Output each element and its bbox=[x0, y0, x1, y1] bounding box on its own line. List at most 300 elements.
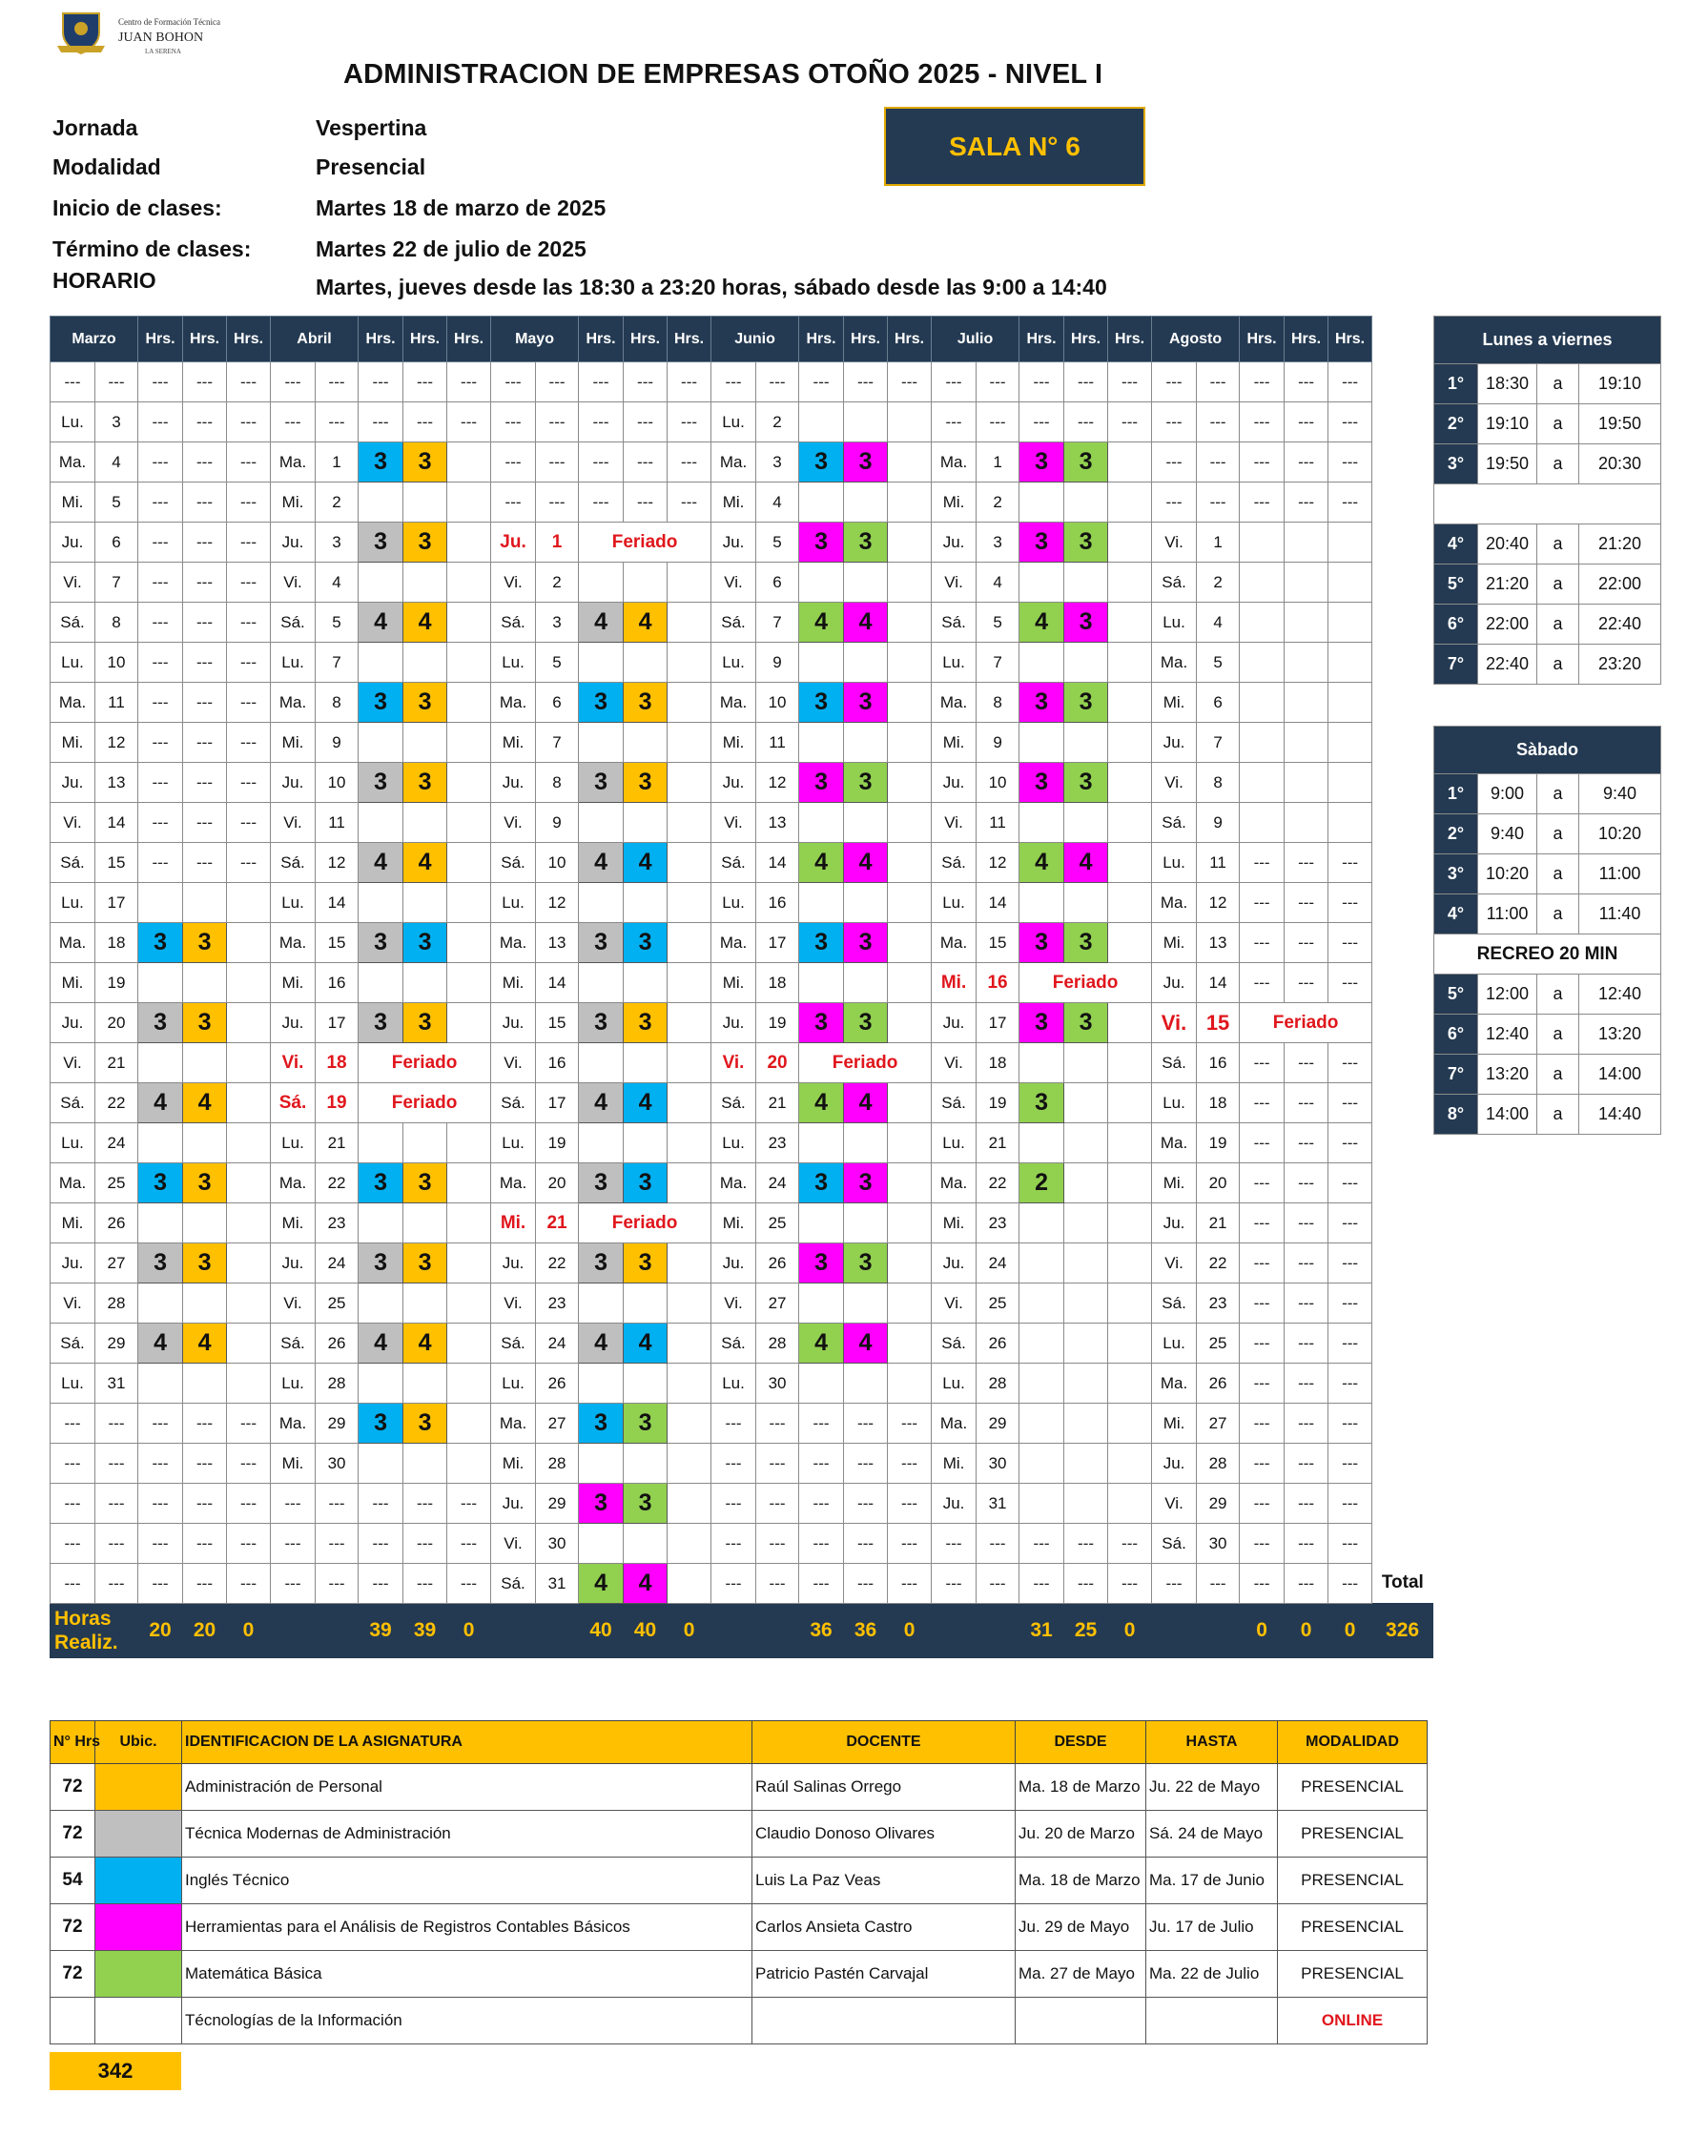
weekday-cell-junio: Ma. bbox=[711, 683, 756, 723]
hours-cell-junio bbox=[888, 1123, 932, 1163]
hours-cell-marzo bbox=[138, 963, 183, 1003]
hours-cell-abril bbox=[447, 1283, 491, 1324]
subject-row bbox=[51, 1858, 1428, 1904]
calendar-row bbox=[51, 963, 1433, 1003]
date-cell-mayo: 7 bbox=[536, 723, 579, 763]
hours-cell-julio: 3 bbox=[1019, 763, 1064, 803]
hours-cell-marzo: 4 bbox=[183, 1324, 227, 1364]
totals-spacer bbox=[491, 1604, 579, 1658]
weekday-cell-abril: Lu. bbox=[271, 883, 316, 923]
hours-cell-agosto: --- bbox=[1240, 1564, 1285, 1604]
hours-cell-abril: --- bbox=[403, 1484, 447, 1524]
date-cell-junio: --- bbox=[756, 1524, 799, 1564]
period-start: 13:20 bbox=[1478, 1055, 1537, 1095]
period-separator: a bbox=[1537, 524, 1579, 565]
weekday-cell-abril: Lu. bbox=[271, 1123, 316, 1163]
weekday-cell-agosto: Ma. bbox=[1152, 1364, 1197, 1404]
date-cell-agosto: 29 bbox=[1197, 1484, 1240, 1524]
weekday-cell-julio: Ma. bbox=[932, 442, 977, 483]
schedule-row bbox=[1434, 645, 1661, 685]
weekday-cell-junio: --- bbox=[711, 1524, 756, 1564]
hours-cell-marzo: --- bbox=[183, 643, 227, 683]
period-end: 14:00 bbox=[1579, 1055, 1661, 1095]
period-number: 4° bbox=[1434, 894, 1478, 934]
weekday-cell-abril: --- bbox=[271, 362, 316, 402]
hours-cell-marzo bbox=[138, 1203, 183, 1243]
subject-from: Ju. 29 de Mayo bbox=[1016, 1904, 1146, 1951]
hours-cell-junio bbox=[888, 843, 932, 883]
hours-cell-junio bbox=[888, 1364, 932, 1404]
hours-cell-marzo bbox=[138, 1283, 183, 1324]
subject-hours: 72 bbox=[51, 1951, 95, 1998]
period-end: 11:00 bbox=[1579, 854, 1661, 894]
date-cell-junio: 18 bbox=[756, 963, 799, 1003]
weekday-cell-julio: --- bbox=[932, 362, 977, 402]
date-cell-julio: 22 bbox=[977, 1163, 1019, 1203]
hours-cell-julio bbox=[1019, 1484, 1064, 1524]
date-cell-marzo: 15 bbox=[95, 843, 138, 883]
period-separator: a bbox=[1537, 1055, 1579, 1095]
period-number: 1° bbox=[1434, 364, 1478, 404]
hours-cell-abril: 3 bbox=[403, 923, 447, 963]
hours-cell-abril: 3 bbox=[403, 442, 447, 483]
weekday-cell-mayo: Ju. bbox=[491, 1484, 536, 1524]
date-cell-julio: 29 bbox=[977, 1404, 1019, 1444]
weekday-schedule bbox=[1433, 316, 1661, 685]
date-cell-mayo: 21 bbox=[536, 1203, 579, 1243]
hours-cell-marzo: --- bbox=[138, 402, 183, 442]
row-tail bbox=[1372, 362, 1433, 402]
hours-cell-marzo: --- bbox=[183, 1444, 227, 1484]
hours-cell-agosto: --- bbox=[1328, 442, 1372, 483]
hours-cell-mayo: --- bbox=[579, 402, 624, 442]
period-end: 20:30 bbox=[1579, 444, 1661, 484]
hours-cell-agosto: --- bbox=[1285, 1444, 1328, 1484]
hours-cell-junio bbox=[888, 683, 932, 723]
hours-cell-junio: --- bbox=[799, 1484, 844, 1524]
period-separator: a bbox=[1537, 444, 1579, 484]
hours-cell-marzo: --- bbox=[227, 442, 271, 483]
period-end: 23:20 bbox=[1579, 645, 1661, 685]
hours-cell-agosto: --- bbox=[1328, 1324, 1372, 1364]
hours-cell-mayo bbox=[668, 1364, 711, 1404]
hours-cell-junio bbox=[799, 643, 844, 683]
weekday-cell-abril: Sá. bbox=[271, 603, 316, 643]
subjects-header-hasta: HASTA bbox=[1146, 1721, 1278, 1764]
subject-modality: PRESENCIAL bbox=[1278, 1811, 1428, 1858]
hours-cell-mayo bbox=[579, 1043, 624, 1083]
hours-cell-abril: Feriado bbox=[359, 1043, 491, 1083]
weekday-cell-mayo: Vi. bbox=[491, 1283, 536, 1324]
weekday-cell-julio: Ju. bbox=[932, 763, 977, 803]
subject-from: Ma. 18 de Marzo bbox=[1016, 1764, 1146, 1811]
period-end: 12:40 bbox=[1579, 975, 1661, 1015]
row-tail bbox=[1372, 1083, 1433, 1123]
hours-cell-junio bbox=[888, 1163, 932, 1203]
schedule-row bbox=[1434, 1095, 1661, 1135]
date-cell-marzo: 11 bbox=[95, 683, 138, 723]
date-cell-julio: 26 bbox=[977, 1324, 1019, 1364]
date-cell-julio: 19 bbox=[977, 1083, 1019, 1123]
row-tail bbox=[1372, 963, 1433, 1003]
hours-cell-junio bbox=[844, 643, 888, 683]
period-separator: a bbox=[1537, 404, 1579, 444]
subject-modality: PRESENCIAL bbox=[1278, 1904, 1428, 1951]
date-cell-mayo: 13 bbox=[536, 923, 579, 963]
hours-cell-mayo: 4 bbox=[579, 1083, 624, 1123]
hours-cell-mayo bbox=[668, 603, 711, 643]
header-spacer bbox=[1372, 317, 1433, 362]
weekday-cell-agosto: Lu. bbox=[1152, 1083, 1197, 1123]
hrs-header: Hrs. bbox=[1328, 317, 1372, 362]
calendar-row bbox=[51, 1003, 1433, 1043]
subjects-header-desde: DESDE bbox=[1016, 1721, 1146, 1764]
weekday-cell-marzo: Lu. bbox=[51, 883, 95, 923]
row-tail bbox=[1372, 723, 1433, 763]
info-label-jornada: Jornada bbox=[52, 115, 138, 140]
info-label-inicio: Inicio de clases: bbox=[52, 195, 222, 220]
calendar-row bbox=[51, 1083, 1433, 1123]
hours-cell-agosto bbox=[1328, 563, 1372, 603]
hours-cell-julio bbox=[1108, 803, 1152, 843]
hours-cell-julio bbox=[1064, 1083, 1108, 1123]
weekday-cell-marzo: --- bbox=[51, 362, 95, 402]
hours-cell-mayo bbox=[624, 963, 668, 1003]
row-tail bbox=[1372, 763, 1433, 803]
schedule-row bbox=[1434, 894, 1661, 934]
month-header-abril: Abril bbox=[271, 317, 359, 362]
date-cell-marzo: 7 bbox=[95, 563, 138, 603]
hours-cell-junio: 3 bbox=[799, 763, 844, 803]
date-cell-julio: 9 bbox=[977, 723, 1019, 763]
hours-cell-abril bbox=[447, 843, 491, 883]
hours-cell-mayo: 3 bbox=[579, 1163, 624, 1203]
date-cell-mayo: 23 bbox=[536, 1283, 579, 1324]
hours-cell-marzo bbox=[227, 1043, 271, 1083]
date-cell-mayo: 17 bbox=[536, 1083, 579, 1123]
hours-cell-agosto: --- bbox=[1240, 1203, 1285, 1243]
hours-cell-abril: 3 bbox=[359, 442, 403, 483]
period-number: 7° bbox=[1434, 645, 1478, 685]
hours-cell-julio bbox=[1108, 1203, 1152, 1243]
hours-cell-marzo: --- bbox=[138, 643, 183, 683]
hours-cell-marzo: --- bbox=[227, 1524, 271, 1564]
hours-cell-agosto: --- bbox=[1240, 1123, 1285, 1163]
schedule-row bbox=[1434, 975, 1661, 1015]
hrs-header: Hrs. bbox=[138, 317, 183, 362]
subject-to: Sá. 24 de Mayo bbox=[1146, 1811, 1278, 1858]
hours-cell-mayo bbox=[624, 803, 668, 843]
hours-cell-abril: Feriado bbox=[359, 1083, 491, 1123]
date-cell-abril: 15 bbox=[316, 923, 359, 963]
weekday-cell-mayo: --- bbox=[491, 483, 536, 523]
weekday-cell-julio: Vi. bbox=[932, 563, 977, 603]
hours-cell-marzo: 3 bbox=[138, 1163, 183, 1203]
subjects-header-asignatura: IDENTIFICACION DE LA ASIGNATURA bbox=[182, 1721, 752, 1764]
calendar-row bbox=[51, 1283, 1433, 1324]
break-gap bbox=[1434, 484, 1661, 524]
date-cell-junio: --- bbox=[756, 1484, 799, 1524]
hours-cell-julio bbox=[1019, 723, 1064, 763]
weekday-cell-julio: Ma. bbox=[932, 923, 977, 963]
date-cell-marzo: 29 bbox=[95, 1324, 138, 1364]
hours-cell-agosto: --- bbox=[1240, 1283, 1285, 1324]
hours-cell-abril: 3 bbox=[403, 683, 447, 723]
hours-cell-junio: --- bbox=[799, 1524, 844, 1564]
hrs-header: Hrs. bbox=[1108, 317, 1152, 362]
weekday-cell-junio: Mi. bbox=[711, 483, 756, 523]
subject-modality: PRESENCIAL bbox=[1278, 1951, 1428, 1998]
hours-cell-julio: --- bbox=[1108, 1564, 1152, 1604]
total-label: Total bbox=[1381, 1572, 1424, 1593]
hours-cell-marzo: --- bbox=[227, 843, 271, 883]
weekday-cell-junio: Vi. bbox=[711, 1283, 756, 1324]
hours-cell-marzo: --- bbox=[138, 683, 183, 723]
hours-cell-marzo bbox=[183, 963, 227, 1003]
hours-cell-marzo bbox=[227, 1003, 271, 1043]
weekday-cell-julio: Ma. bbox=[932, 1404, 977, 1444]
subject-row bbox=[51, 1904, 1428, 1951]
weekday-cell-junio: Sá. bbox=[711, 603, 756, 643]
hours-cell-junio bbox=[799, 483, 844, 523]
row-tail bbox=[1372, 402, 1433, 442]
date-cell-julio: 24 bbox=[977, 1243, 1019, 1283]
hours-cell-abril bbox=[403, 883, 447, 923]
hours-cell-marzo: --- bbox=[227, 723, 271, 763]
hours-cell-abril: --- bbox=[359, 1484, 403, 1524]
subject-hours: 54 bbox=[51, 1858, 95, 1904]
month-hours-total: 0 bbox=[1240, 1604, 1285, 1658]
weekday-cell-mayo: Vi. bbox=[491, 1524, 536, 1564]
period-start: 21:20 bbox=[1478, 565, 1537, 605]
weekday-cell-julio: Ju. bbox=[932, 1484, 977, 1524]
hours-cell-marzo: --- bbox=[183, 402, 227, 442]
date-cell-julio: 4 bbox=[977, 563, 1019, 603]
hours-cell-junio: 3 bbox=[844, 1163, 888, 1203]
row-tail bbox=[1372, 1043, 1433, 1083]
hours-cell-agosto: --- bbox=[1285, 402, 1328, 442]
period-start: 19:10 bbox=[1478, 404, 1537, 444]
hours-cell-junio: --- bbox=[888, 1484, 932, 1524]
hours-cell-junio: 4 bbox=[844, 843, 888, 883]
hours-cell-agosto: --- bbox=[1240, 402, 1285, 442]
date-cell-junio: 21 bbox=[756, 1083, 799, 1123]
hours-cell-junio bbox=[888, 923, 932, 963]
date-cell-agosto: 30 bbox=[1197, 1524, 1240, 1564]
hours-cell-junio bbox=[888, 963, 932, 1003]
weekday-cell-mayo: Vi. bbox=[491, 803, 536, 843]
institution-logo bbox=[50, 6, 221, 61]
hours-cell-mayo bbox=[668, 1123, 711, 1163]
hours-cell-julio bbox=[1108, 1324, 1152, 1364]
hours-cell-abril: 3 bbox=[359, 1003, 403, 1043]
date-cell-abril: 8 bbox=[316, 683, 359, 723]
weekday-cell-abril: Mi. bbox=[271, 483, 316, 523]
date-cell-junio: 16 bbox=[756, 883, 799, 923]
hours-cell-abril: --- bbox=[403, 1524, 447, 1564]
weekday-cell-junio: --- bbox=[711, 362, 756, 402]
hours-cell-marzo bbox=[138, 1043, 183, 1083]
hours-cell-junio bbox=[888, 523, 932, 563]
date-cell-marzo: 19 bbox=[95, 963, 138, 1003]
hours-cell-mayo bbox=[624, 1364, 668, 1404]
hours-cell-junio bbox=[844, 563, 888, 603]
date-cell-agosto: 8 bbox=[1197, 763, 1240, 803]
weekday-cell-agosto: Mi. bbox=[1152, 1404, 1197, 1444]
month-header-junio: Junio bbox=[711, 317, 799, 362]
hours-cell-junio bbox=[888, 1243, 932, 1283]
date-cell-julio: 30 bbox=[977, 1444, 1019, 1484]
date-cell-agosto: 23 bbox=[1197, 1283, 1240, 1324]
date-cell-junio: 6 bbox=[756, 563, 799, 603]
row-tail bbox=[1372, 1163, 1433, 1203]
date-cell-marzo: 26 bbox=[95, 1203, 138, 1243]
hours-cell-agosto: Feriado bbox=[1240, 1003, 1372, 1043]
date-cell-abril: 11 bbox=[316, 803, 359, 843]
date-cell-julio: --- bbox=[977, 402, 1019, 442]
hours-cell-agosto: --- bbox=[1285, 1123, 1328, 1163]
subject-name: Matemática Básica bbox=[182, 1951, 752, 1998]
date-cell-mayo: 12 bbox=[536, 883, 579, 923]
month-hours-total: 0 bbox=[227, 1604, 271, 1658]
hours-cell-marzo bbox=[138, 883, 183, 923]
calendar-row bbox=[51, 1203, 1433, 1243]
hours-cell-julio bbox=[1064, 1123, 1108, 1163]
calendar-row bbox=[51, 1163, 1433, 1203]
hours-cell-agosto: --- bbox=[1285, 1283, 1328, 1324]
hours-cell-abril bbox=[447, 1404, 491, 1444]
hours-cell-abril bbox=[403, 1444, 447, 1484]
hours-cell-mayo bbox=[668, 1163, 711, 1203]
hours-cell-agosto bbox=[1328, 723, 1372, 763]
hours-cell-julio: 3 bbox=[1019, 1083, 1064, 1123]
hours-cell-agosto: --- bbox=[1240, 1083, 1285, 1123]
weekday-cell-agosto: Ma. bbox=[1152, 883, 1197, 923]
period-number: 1° bbox=[1434, 774, 1478, 814]
schedule-row bbox=[1434, 444, 1661, 484]
hours-cell-marzo bbox=[183, 883, 227, 923]
weekday-cell-abril: --- bbox=[271, 402, 316, 442]
hours-cell-mayo: --- bbox=[668, 442, 711, 483]
subjects-header-ubic: Ubic. bbox=[95, 1721, 182, 1764]
period-number: 3° bbox=[1434, 444, 1478, 484]
hours-cell-junio: --- bbox=[888, 362, 932, 402]
hours-cell-julio bbox=[1019, 803, 1064, 843]
weekday-cell-abril: --- bbox=[271, 1524, 316, 1564]
date-cell-junio: 7 bbox=[756, 603, 799, 643]
hours-cell-mayo: 3 bbox=[579, 1243, 624, 1283]
logo-line-1: Centro de Formación Técnica bbox=[118, 17, 221, 27]
month-hours-total: 0 bbox=[1285, 1604, 1328, 1658]
hours-cell-marzo: 3 bbox=[138, 1243, 183, 1283]
hours-cell-abril bbox=[403, 723, 447, 763]
weekday-cell-agosto: Sá. bbox=[1152, 1524, 1197, 1564]
period-separator: a bbox=[1537, 364, 1579, 404]
hours-cell-marzo: 4 bbox=[138, 1324, 183, 1364]
hrs-header: Hrs. bbox=[844, 317, 888, 362]
date-cell-marzo: --- bbox=[95, 362, 138, 402]
info-value-horario: Martes, jueves desde las 18:30 a 23:20 horas, sábado desde las 9:00 a 14:40 bbox=[316, 275, 1107, 299]
hours-cell-abril bbox=[447, 803, 491, 843]
hours-cell-julio bbox=[1019, 1364, 1064, 1404]
date-cell-julio: --- bbox=[977, 1524, 1019, 1564]
date-cell-agosto: 27 bbox=[1197, 1404, 1240, 1444]
date-cell-junio: 23 bbox=[756, 1123, 799, 1163]
hours-cell-marzo: --- bbox=[227, 1404, 271, 1444]
date-cell-abril: 29 bbox=[316, 1404, 359, 1444]
hours-cell-marzo: --- bbox=[138, 603, 183, 643]
weekday-cell-mayo: Ju. bbox=[491, 523, 536, 563]
hours-cell-mayo: --- bbox=[624, 442, 668, 483]
hours-cell-mayo bbox=[579, 803, 624, 843]
hours-cell-junio bbox=[844, 1283, 888, 1324]
date-cell-abril: 30 bbox=[316, 1444, 359, 1484]
hours-cell-junio bbox=[888, 1083, 932, 1123]
date-cell-julio: 28 bbox=[977, 1364, 1019, 1404]
hours-cell-abril bbox=[403, 643, 447, 683]
date-cell-abril: 10 bbox=[316, 763, 359, 803]
hours-cell-mayo: 4 bbox=[579, 843, 624, 883]
hours-cell-mayo bbox=[668, 1003, 711, 1043]
hours-cell-mayo bbox=[668, 1283, 711, 1324]
hours-cell-marzo: --- bbox=[227, 603, 271, 643]
hours-cell-julio bbox=[1064, 643, 1108, 683]
weekday-cell-julio: Vi. bbox=[932, 1043, 977, 1083]
hours-cell-marzo: --- bbox=[183, 442, 227, 483]
month-hours-total: 31 bbox=[1019, 1604, 1064, 1658]
schedule-row bbox=[1434, 1015, 1661, 1055]
hours-cell-marzo bbox=[227, 1364, 271, 1404]
subject-modality: PRESENCIAL bbox=[1278, 1858, 1428, 1904]
weekday-cell-abril: Vi. bbox=[271, 563, 316, 603]
weekday-cell-mayo: Sá. bbox=[491, 1324, 536, 1364]
hrs-header: Hrs. bbox=[359, 317, 403, 362]
date-cell-julio: --- bbox=[977, 1564, 1019, 1604]
date-cell-abril: 17 bbox=[316, 1003, 359, 1043]
weekday-cell-marzo: Ju. bbox=[51, 1243, 95, 1283]
row-tail bbox=[1372, 1324, 1433, 1364]
hours-cell-junio bbox=[799, 1203, 844, 1243]
hours-cell-julio bbox=[1108, 1243, 1152, 1283]
hours-cell-agosto: --- bbox=[1328, 1123, 1372, 1163]
hours-cell-abril bbox=[359, 643, 403, 683]
hours-cell-abril: --- bbox=[447, 1484, 491, 1524]
hours-cell-abril: --- bbox=[403, 1564, 447, 1604]
hours-cell-julio bbox=[1108, 883, 1152, 923]
hours-cell-abril bbox=[447, 963, 491, 1003]
hours-cell-junio bbox=[799, 803, 844, 843]
weekday-cell-mayo: Mi. bbox=[491, 963, 536, 1003]
hours-cell-agosto bbox=[1328, 763, 1372, 803]
hours-cell-mayo bbox=[668, 763, 711, 803]
hours-cell-marzo bbox=[183, 1123, 227, 1163]
hours-cell-abril: 4 bbox=[403, 843, 447, 883]
row-tail bbox=[1372, 683, 1433, 723]
hours-cell-mayo: 3 bbox=[579, 1003, 624, 1043]
subject-row bbox=[51, 1951, 1428, 1998]
subjects-header-hrs: N° Hrs bbox=[51, 1721, 95, 1764]
weekday-cell-junio: Ma. bbox=[711, 923, 756, 963]
date-cell-agosto: 5 bbox=[1197, 643, 1240, 683]
hours-cell-julio: --- bbox=[1108, 1524, 1152, 1564]
weekday-cell-abril: Mi. bbox=[271, 963, 316, 1003]
hours-cell-abril: 3 bbox=[403, 523, 447, 563]
hours-cell-mayo: --- bbox=[579, 442, 624, 483]
month-hours-total: 20 bbox=[183, 1604, 227, 1658]
hours-cell-agosto: --- bbox=[1285, 362, 1328, 402]
date-cell-junio: --- bbox=[756, 1564, 799, 1604]
subjects-table bbox=[50, 1720, 1428, 2044]
